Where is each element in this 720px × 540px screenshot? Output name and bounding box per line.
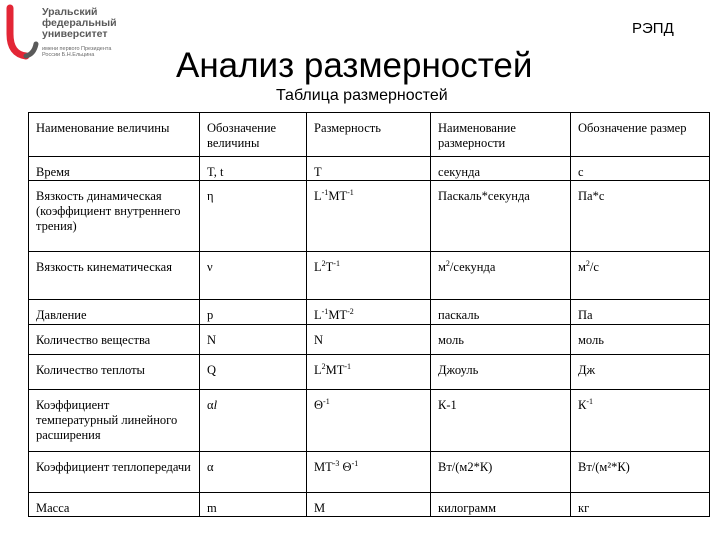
dim-base: T — [325, 260, 334, 274]
name-cell: Количество вещества — [29, 325, 200, 355]
unit-exp: -1 — [586, 396, 594, 406]
dim-base: L — [314, 363, 322, 377]
dim-exp: 2 — [321, 258, 326, 268]
table-row — [29, 181, 710, 252]
unit-cell: Па — [571, 300, 710, 325]
unit-cell — [571, 390, 710, 452]
unit-name-cell: секунда — [431, 157, 571, 181]
name-cell: Вязкость динамическая (коэффициент внутреннего трения) — [29, 181, 200, 252]
symbol-cell: Q — [200, 355, 307, 390]
table-row — [29, 300, 710, 325]
name-cell: Количество теплоты — [29, 355, 200, 390]
dim-exp: -1 — [321, 187, 329, 197]
unit-cell: кг — [571, 493, 710, 517]
name-cell: Время — [29, 157, 200, 181]
dim-cell: T — [307, 157, 431, 181]
dimensions-table — [28, 112, 710, 517]
unit-exp: 2 — [445, 258, 450, 268]
unit-base: м — [438, 260, 446, 274]
unit-cell: Вт/(м²*К) — [571, 452, 710, 493]
dim-exp: -3 — [332, 458, 340, 468]
symbol-cell — [200, 390, 307, 452]
symbol-cell: ν — [200, 252, 307, 300]
dim-base: L — [314, 308, 322, 322]
name-cell: Давление — [29, 300, 200, 325]
symbol-part: α — [207, 398, 214, 412]
symbol-part: l — [213, 398, 218, 412]
dim-exp: -1 — [344, 361, 352, 371]
logo-sub-line: имени первого Президента — [42, 46, 112, 52]
unit-name-cell: килограмм — [431, 493, 571, 517]
unit-name-cell: К-1 — [431, 390, 571, 452]
unit-base: м — [578, 260, 586, 274]
logo-sub-line: России Б.Н.Ельцина — [42, 52, 95, 58]
dim-base: MT — [328, 308, 348, 322]
symbol-cell: η — [200, 181, 307, 252]
unit-cell: с — [571, 157, 710, 181]
dim-base: MT — [325, 363, 345, 377]
unit-rest: /секунда — [449, 260, 496, 274]
dim-exp: -1 — [321, 306, 329, 316]
dim-base: MT — [328, 189, 348, 203]
dim-base: Θ — [314, 398, 324, 412]
unit-cell: Дж — [571, 355, 710, 390]
dim-exp: 2 — [321, 361, 326, 371]
unit-name-cell: Вт/(м2*К) — [431, 452, 571, 493]
dim-cell: M — [307, 493, 431, 517]
header-cell: Обозначение размер — [571, 113, 710, 157]
dim-exp: -1 — [347, 187, 354, 197]
dim-base: L — [314, 189, 322, 203]
dim-exp: -1 — [333, 258, 340, 268]
logo-line: университет — [42, 28, 108, 40]
symbol-cell: T, t — [200, 157, 307, 181]
unit-name-cell — [431, 252, 571, 300]
logo-line: федеральный — [42, 17, 117, 29]
unit-exp: 2 — [585, 258, 590, 268]
course-tag: РЭПД — [632, 20, 674, 37]
unit-name-cell: моль — [431, 325, 571, 355]
dim-cell — [307, 252, 431, 300]
dim-cell — [307, 181, 431, 252]
name-cell: Вязкость кинематическая — [29, 252, 200, 300]
symbol-cell: p — [200, 300, 307, 325]
unit-base: К — [578, 398, 587, 412]
name-cell: Коэффициент температурный линейного расширения — [29, 390, 200, 452]
unit-cell: Па*с — [571, 181, 710, 252]
dim-cell — [307, 355, 431, 390]
symbol-cell: α — [200, 452, 307, 493]
unit-cell — [571, 252, 710, 300]
slide-title: Анализ размерностей — [176, 46, 533, 85]
name-cell: Масса — [29, 493, 200, 517]
unit-name-cell: Джоуль — [431, 355, 571, 390]
table-header-row — [29, 113, 710, 157]
logo-mark-icon — [4, 4, 40, 60]
dim-cell: N — [307, 325, 431, 355]
header-cell: Наименование величины — [29, 113, 200, 157]
table-caption: Таблица размерностей — [276, 87, 448, 104]
logo-subtext — [42, 46, 152, 58]
dim-exp: -1 — [323, 396, 330, 406]
header-cell: Обозначение величины — [200, 113, 307, 157]
logo-text — [42, 7, 152, 40]
logo-line: Уральский — [42, 6, 98, 18]
unit-name-cell: паскаль — [431, 300, 571, 325]
unit-name-cell: Паскаль*секунда — [431, 181, 571, 252]
table-row — [29, 493, 710, 517]
header-cell: Наименование размерности — [431, 113, 571, 157]
unit-cell: моль — [571, 325, 710, 355]
dim-base: Θ — [339, 460, 352, 474]
dim-cell — [307, 300, 431, 325]
dim-base: MT — [314, 460, 333, 474]
symbol-cell: m — [200, 493, 307, 517]
table-row — [29, 355, 710, 390]
dim-exp: -1 — [351, 458, 359, 468]
header-cell: Размерность — [307, 113, 431, 157]
university-logo — [4, 4, 154, 62]
unit-rest: /с — [589, 260, 599, 274]
name-cell: Коэффициент теплопередачи — [29, 452, 200, 493]
dim-cell — [307, 390, 431, 452]
table-row — [29, 252, 710, 300]
dim-exp: -2 — [347, 306, 354, 316]
dim-base: L — [314, 260, 322, 274]
symbol-cell: N — [200, 325, 307, 355]
dim-cell — [307, 452, 431, 493]
table-row — [29, 157, 710, 181]
table-row — [29, 390, 710, 452]
table-row — [29, 452, 710, 493]
table-row — [29, 325, 710, 355]
